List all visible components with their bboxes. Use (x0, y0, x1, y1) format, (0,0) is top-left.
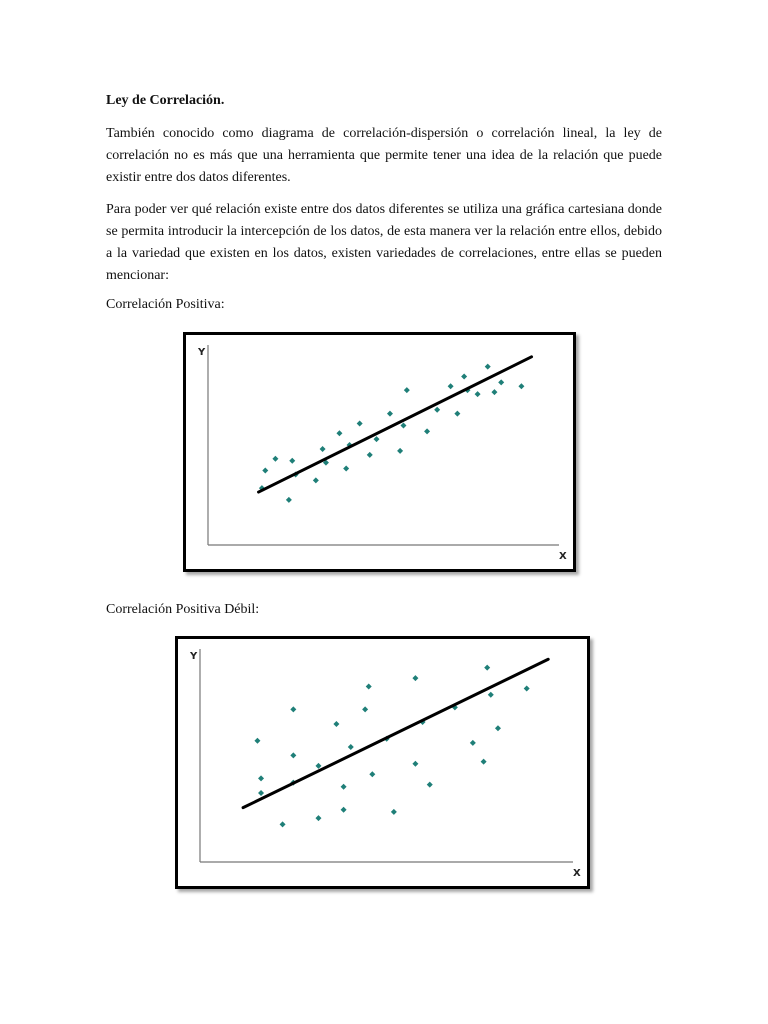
data-point (498, 379, 504, 385)
data-point (367, 452, 373, 458)
document-heading: Ley de Correlación. (106, 93, 225, 108)
data-point (254, 738, 260, 744)
scatter-plot-positive (186, 335, 573, 569)
data-point (258, 790, 264, 796)
data-point (357, 420, 363, 426)
data-point (524, 686, 530, 692)
data-point (470, 740, 476, 746)
data-point (461, 373, 467, 379)
data-point (397, 448, 403, 454)
data-point (341, 784, 347, 790)
data-point (315, 763, 321, 769)
x-axis-label: X (559, 551, 567, 562)
data-point (272, 456, 278, 462)
data-point (336, 430, 342, 436)
data-point (333, 721, 339, 727)
caption-weak-positive-correlation: Correlación Positiva Débil: (106, 602, 260, 617)
data-point (424, 428, 430, 434)
data-point (289, 458, 295, 464)
data-point (262, 468, 268, 474)
data-point (495, 725, 501, 731)
data-point (258, 775, 264, 781)
data-point (412, 675, 418, 681)
data-point (369, 771, 375, 777)
data-point (427, 782, 433, 788)
y-axis-label: Y (198, 347, 206, 358)
data-point (481, 759, 487, 765)
data-point (491, 389, 497, 395)
data-point (290, 706, 296, 712)
trend-line (243, 659, 548, 807)
data-point (404, 387, 410, 393)
data-point (290, 752, 296, 758)
y-axis-label: Y (190, 651, 198, 662)
data-point (412, 761, 418, 767)
data-point (280, 821, 286, 827)
data-point (366, 683, 372, 689)
trend-line (259, 357, 532, 492)
data-point (475, 391, 481, 397)
data-point (286, 497, 292, 503)
scatter-plot-weak-positive (178, 639, 587, 886)
data-point (343, 466, 349, 472)
data-point (320, 446, 326, 452)
data-point (387, 411, 393, 417)
data-point (315, 815, 321, 821)
caption-positive-correlation: Correlación Positiva: (106, 297, 225, 312)
data-point (448, 383, 454, 389)
data-point (488, 692, 494, 698)
chart-weak-positive-correlation (175, 636, 590, 889)
x-axis-label: X (573, 868, 581, 879)
chart-positive-correlation (183, 332, 576, 572)
data-point (485, 364, 491, 370)
paragraph-cartesian: Para poder ver qué relación existe entre dos datos diferentes se utiliza una gráfica cartesiana donde se permita introducir la intercepción de los datos, de esta manera ver la relación entre ellos, debido a la variedad que existen en los datos, existen variedades de correlaciones, entre ellas se pueden mencionar: (106, 202, 662, 283)
data-point (374, 436, 380, 442)
data-point (391, 809, 397, 815)
data-point (454, 411, 460, 417)
data-point (341, 807, 347, 813)
data-point (434, 407, 440, 413)
paragraph-intro: También conocido como diagrama de correlación-dispersión o correlación lineal, la ley de correlación no es más que una herramienta que permite tener una idea de la relación que puede existir entre dos datos diferentes. (106, 126, 662, 185)
data-point (348, 744, 354, 750)
data-point (362, 706, 368, 712)
data-point (484, 665, 490, 671)
data-point (518, 383, 524, 389)
data-point (313, 477, 319, 483)
data-point (400, 422, 406, 428)
